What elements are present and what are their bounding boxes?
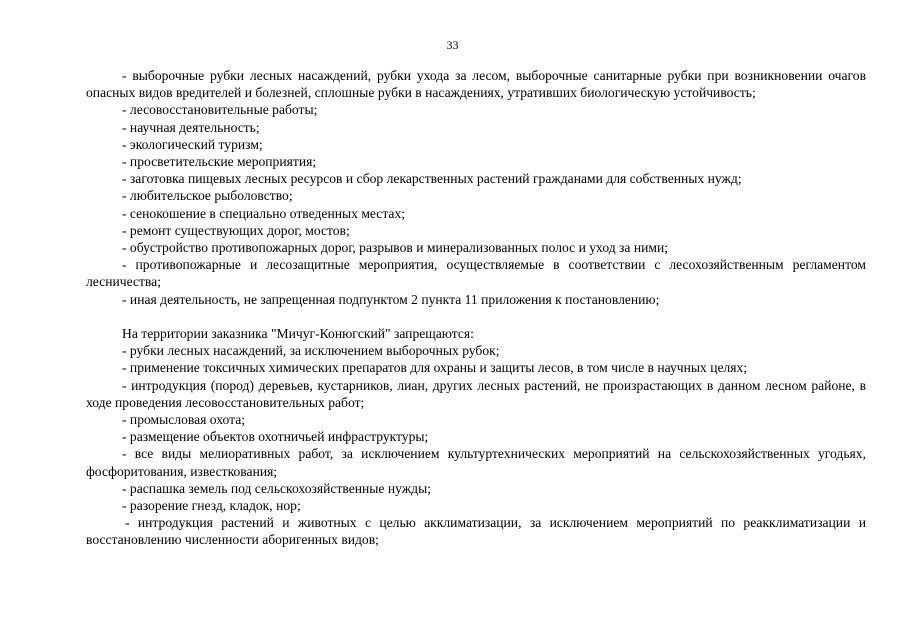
list-item: - промысловая охота; [122, 412, 246, 428]
list-item: - распашка земель под сельскохозяйственные нужды; [122, 480, 431, 496]
list-item: - рубки лесных насаждений, за исключением выборочных рубок; [122, 343, 500, 359]
list-item: - иная деятельность, не запрещенная подпунктом 2 пункта 11 приложения к постановлению; [122, 291, 660, 307]
page-number: 33 [446, 38, 459, 52]
list-item: - выборочные рубки лесных насаждений, рубки ухода за лесом, выборочные санитарные рубки при возникновении очагов опасных видов вредителей и болезней, сплошные рубки в насаждениях, утративших биологическую устойчивость; [86, 68, 866, 101]
list-item: - лесовосстановительные работы; [122, 102, 318, 118]
list-item: - заготовка пищевых лесных ресурсов и сбор лекарственных растений гражданами для собственных нужд; [122, 171, 742, 187]
list-item: - ремонт существующих дорог, мостов; [122, 222, 350, 238]
paragraph-gap [86, 308, 866, 325]
list-item: - обустройство противопожарных дорог, разрывов и минерализованных полос и уход за ними; [122, 240, 669, 256]
permitted-activities-list [86, 67, 866, 308]
list-item: - противопожарные и лесозащитные мероприятия, осуществляемые в соответствии с лесохозяйственным регламентом лесничества; [86, 257, 866, 290]
list-item: - применение токсичных химических препаратов для охраны и защиты лесов, в том числе в научных целях; [122, 360, 748, 376]
list-item: - сенокошение в специально отведенных местах; [122, 205, 406, 221]
list-item: - экологический туризм; [122, 136, 263, 152]
list-item: - просветительские мероприятия; [122, 154, 317, 170]
section-heading: На территории заказника "Мичуг-Конюгский" запрещаются: [122, 326, 474, 342]
list-item: - интродукция (пород) деревьев, кустарников, лиан, других лесных растений, не произрастающих в данном лесном районе, в ходе проведения лесовосстановительных работ; [86, 377, 866, 410]
list-item: - все виды мелиоративных работ, за исключением культуртехнических мероприятий на сельскохозяйственных угодьях, фосфоритования, известкования; [86, 446, 866, 479]
prohibited-activities-list [86, 342, 866, 548]
list-item: - разорение гнезд, кладок, нор; [122, 498, 301, 514]
list-item: - научная деятельность; [122, 119, 260, 135]
document-body [86, 67, 866, 549]
list-item: - размещение объектов охотничьей инфраструктуры; [122, 429, 429, 445]
list-item: - любительское рыболовство; [122, 188, 293, 204]
list-item: - интродукция растений и животных с целью акклиматизации, за исключением мероприятий по реакклиматизации и восстановлению численности аборигенных видов; [86, 515, 866, 548]
